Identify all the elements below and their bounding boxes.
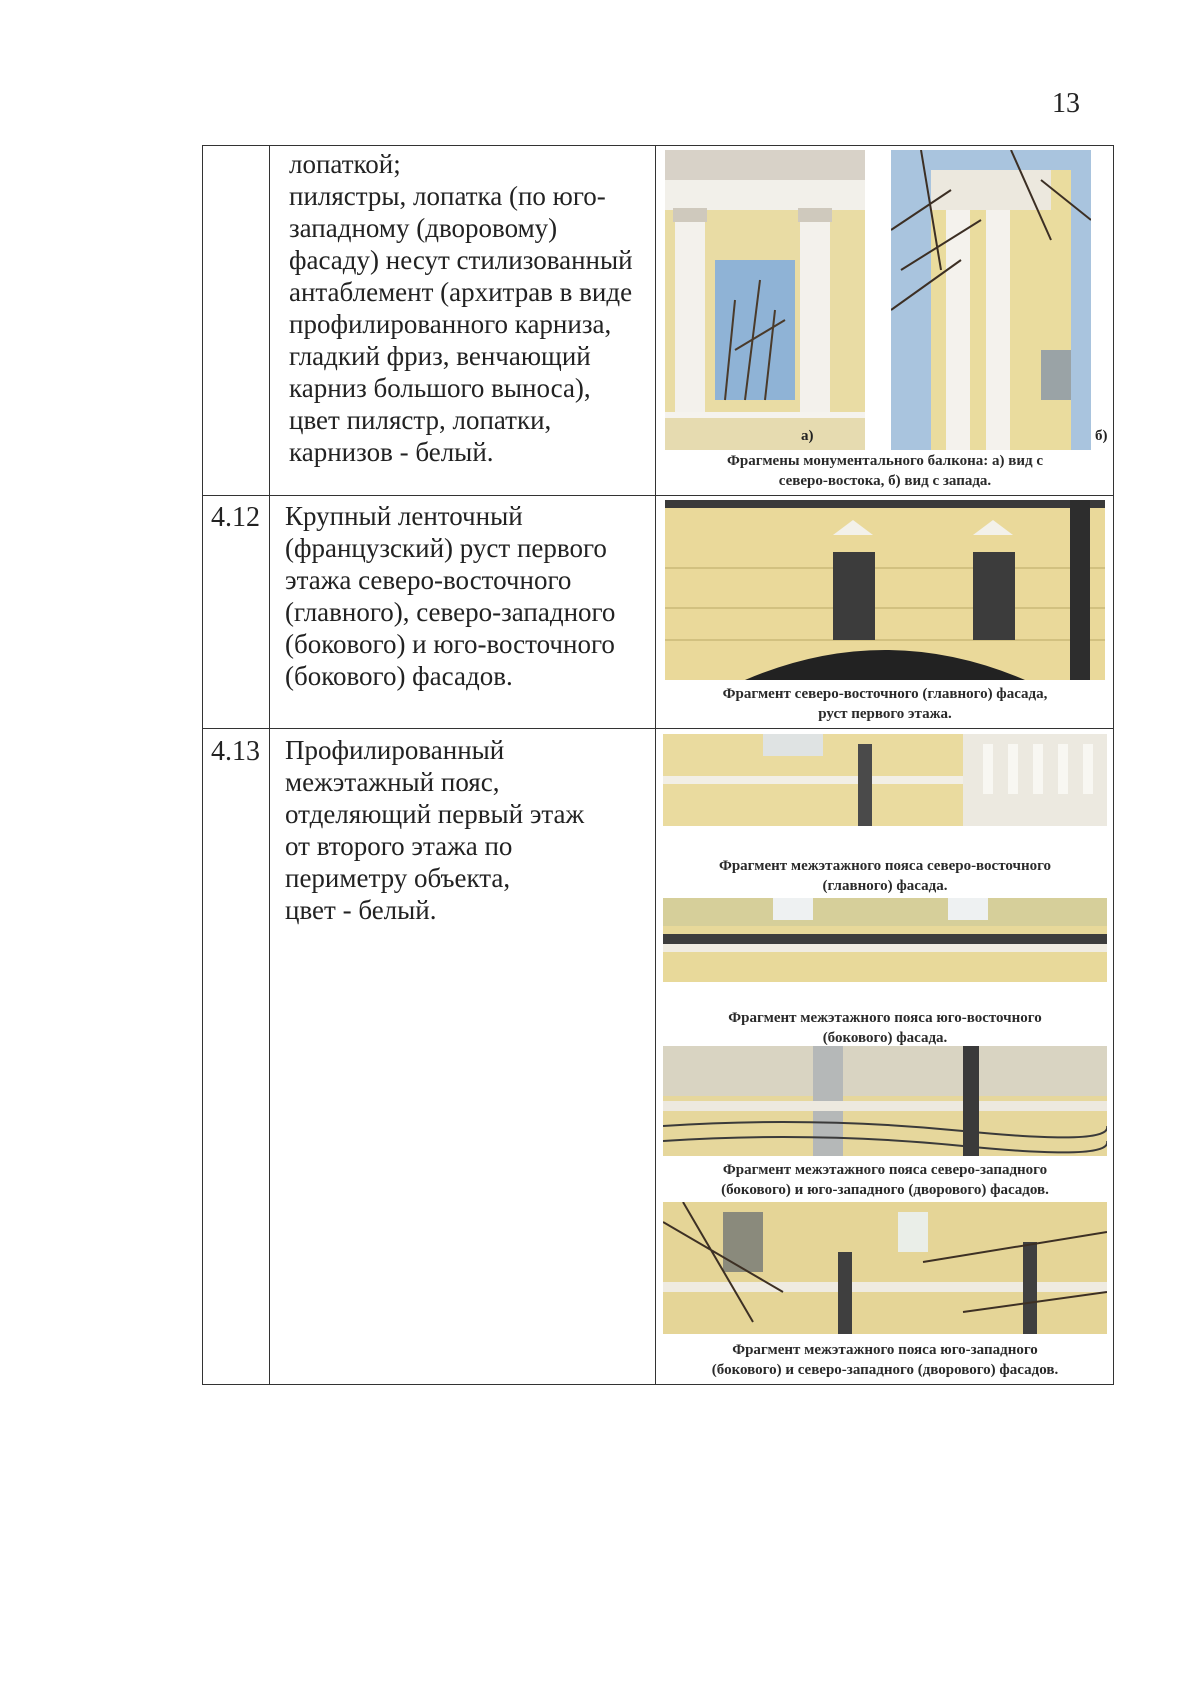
row-divider [203, 495, 1113, 496]
page-number: 13 [1052, 88, 1080, 119]
column-divider [655, 146, 656, 1384]
photo-caption: Фрагмент межэтажного пояса северо-восточного (главного) фасада. [718, 858, 1052, 894]
belt-course-photo-4 [663, 1202, 1107, 1334]
photo-caption: Фрагмент межэтажного пояса юго-восточного (бокового) фасада. [728, 1010, 1042, 1046]
photo-caption: Фрагмент межэтажного пояса северо-западного (бокового) и юго-западного (дворового) фасадов. [721, 1162, 1049, 1198]
belt-course-photo-2 [663, 898, 1107, 982]
row-number: 4.12 [211, 502, 260, 533]
photo-caption: Фрагмент северо-восточного (главного) фасада, руст первого этажа. [722, 686, 1048, 722]
balcony-photo-a [665, 150, 865, 450]
photo-caption: Фрагмены монументального балкона: а) вид с северо-востока, б) вид с запада. [726, 453, 1044, 489]
column-divider [269, 146, 270, 1384]
row-divider [203, 728, 1113, 729]
photo-label-a: а) [801, 428, 814, 444]
belt-course-photo-1 [663, 734, 1107, 826]
row-description: лопаткой; пилястры, лопатка (по юго- западному (дворовому) фасаду) несут стилизованный антаблемент (архитрав в виде профилированного карниза, гладкий фриз, венчающий карниз большого выноса), цвет пилястр, лопатки, карнизов - белый. [289, 149, 633, 467]
row-number: 4.13 [211, 736, 260, 767]
photo-caption: Фрагмент межэтажного пояса юго-западного (бокового) и северо-западного (дворового) фасадов. [711, 1342, 1059, 1378]
balcony-photo-b [891, 150, 1091, 450]
features-table [202, 145, 1114, 1385]
belt-course-photo-3 [663, 1046, 1107, 1156]
row-description: Крупный ленточный (французский) руст первого этажа северо-восточного (главного), северо-западного (бокового) и юго-восточного (бокового) фасадов. [285, 501, 616, 691]
photo-label-b: б) [1095, 428, 1108, 444]
rustication-photo [665, 500, 1105, 680]
row-description: Профилированный межэтажный пояс, отделяющий первый этаж от второго этажа по периметру объекта, цвет - белый. [285, 735, 585, 925]
